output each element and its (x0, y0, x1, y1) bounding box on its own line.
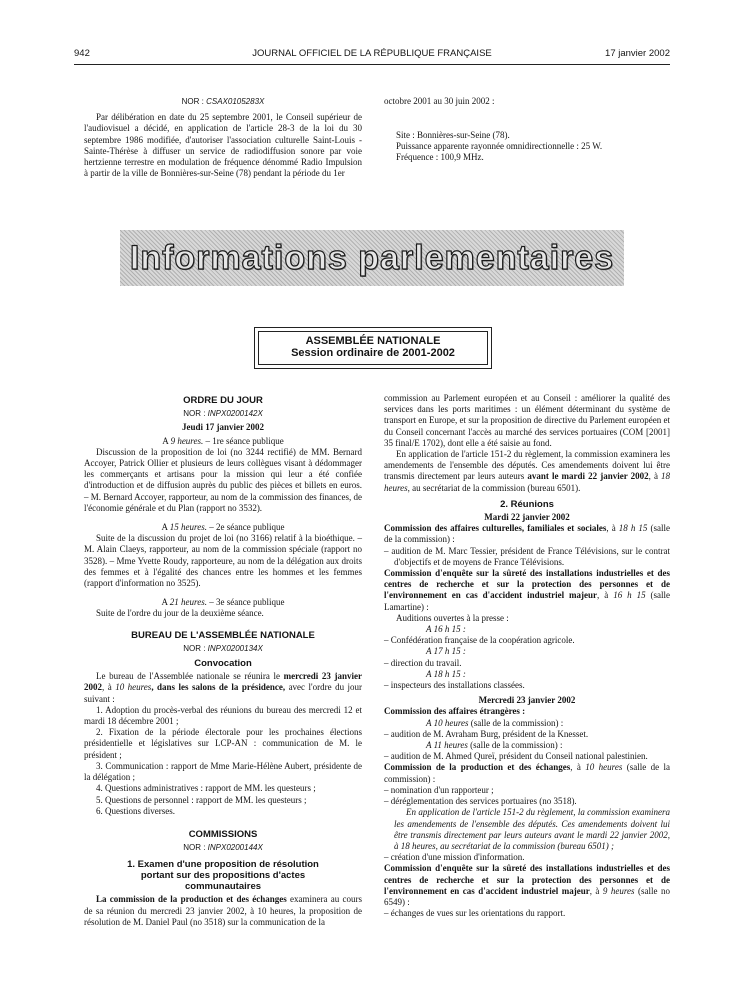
csa-left-column (84, 96, 362, 179)
me-c1-time-2: A 11 heures (salle de la commission) : (426, 740, 563, 751)
audition-1-time: A 16 h 15 : (426, 624, 466, 635)
examen-commission-name: La commission de la production et des échanges (96, 894, 290, 905)
csa-paragraph-cont: octobre 2001 au 30 juin 2002 : (384, 96, 495, 106)
bureau-item: 3. Communication : rapport de Mme Marie-Hélène Aubert, présidente de la délégation ; (84, 760, 362, 783)
auditions-label: Auditions ouvertes à la presse : (396, 612, 509, 623)
bureau-item: 2. Fixation de la période électorale pour les prochaines élections présidentielle et législatives sur LCP-AN : communication de M. le président ; (84, 727, 362, 760)
seance-2-text: Suite de la discussion du projet de loi (no 3166) relatif à la bioéthique. – M. Alain Claeys, rapporteur, au nom de la commission spéciale (rapport no 3528). – Mme Yvette Roudy, rapporteure, au nom de la délégation aux droits des femmes et à l'égalité des chances entre les hommes et les femmes (rapport d'information no 3525). (84, 533, 362, 589)
bureau-intro: Le bureau de l'Assemblée nationale se réunira le mercredi 23 janvier 2002, à 10 heures, dans les salons de la présidence, avec l'ordre du jour suivant : (84, 671, 363, 704)
assemblee-title: ASSEMBLÉE NATIONALE (305, 335, 441, 347)
audition-2-item: – direction du travail. (384, 657, 462, 668)
mercredi-date: Mercredi 23 janvier 2002 (478, 695, 576, 706)
csa-puissance: Puissance apparente rayonnée omnidirectionnelle : 25 W. (396, 141, 603, 152)
ordre-du-jour-heading: ORDRE DU JOUR (183, 395, 263, 406)
left-column (84, 393, 362, 928)
seance-1-heading: A 9 heures. – 1re séance publique (162, 435, 284, 446)
page-date: 17 janvier 2002 (605, 48, 670, 59)
bureau-item: 5. Questions de personnel : rapport de MM. les questeurs ; (96, 794, 307, 805)
ordre-du-jour-nor: NOR : INPX0200142X (183, 409, 263, 419)
examen-text-start: La commission de la production et des échanges examinera au cours de sa réunion du mercredi 23 janvier 2002, à 10 heures, la proposition de résolution de M. Daniel Paul (no 3518) sur la communication de la (84, 894, 362, 927)
audition-3-time: A 18 h 15 : (426, 668, 466, 679)
examen-text-cont: commission au Parlement européen et au Conseil : améliorer la qualité des services dans les ports maritimes : un élément déterminant du système de transport en Europe, et sur la proposition de directive du Parlement européen et du Conseil concernant l'accès au marché des services portuaires (COM [2001] 35 final/E 1702), dont elle a été saisie au fond. (384, 393, 670, 448)
commissions-nor: NOR : INPX0200144X (183, 843, 263, 853)
seance-date: Jeudi 17 janvier 2002 (181, 422, 265, 433)
me-c2-note: En application de l'article 151-2 du règlement, la commission examinera les amendements de l'ensemble des députés. Ces amendements doivent lui être transmis directement par leurs auteurs avant le mardi 22 janvier 2002, à 18 heures, au secrétariat de la commission (bureau 6501) ; (394, 807, 670, 851)
me-c1-item-2: – audition de M. Ahmed Qureï, président du Conseil national palestinien. (384, 751, 648, 762)
csa-site: Site : Bonnières-sur-Seine (78). (396, 130, 510, 140)
reunions-heading: 2. Réunions (500, 498, 554, 510)
csa-paragraph: Par délibération en date du 25 septembre 2001, le Conseil supérieur de l'audiovisuel a décidé, en application de l'article 28-3 de la loi du 30 septembre 1986 modifiée, d'autoriser l'association culturelle Saint-Louis - Sainte-Thérèse à diffuser un service de radiodiffusion sonore par voie hertzienne terrestre en modulation de fréquence dénommé Radio Impulsion à partir de la ville de Bonnières-sur-Seine (78) pendant la période du 1er (84, 112, 362, 179)
mercredi-commission-2: Commission de la production et des échanges, à 10 heures (salle de la commission) : (384, 762, 671, 784)
examen-heading: 1. Examen d'une proposition de résolution portant sur des propositions d'actes communautaires (127, 859, 319, 893)
header-rule (74, 64, 670, 65)
me-c1-item-1: – audition de M. Avraham Burg, président de la Knesset. (384, 728, 589, 739)
bureau-nor: NOR : INPX0200134X (183, 643, 263, 653)
journal-title: JOURNAL OFFICIEL DE LA RÉPUBLIQUE FRANÇAISE (252, 48, 492, 59)
commissions-heading: COMMISSIONS (188, 828, 258, 840)
me-c2-item-3: – création d'une mission d'information. (384, 852, 525, 863)
bureau-heading: BUREAU DE L'ASSEMBLÉE NATIONALE (131, 629, 315, 641)
right-column (384, 393, 670, 919)
csa-nor: NOR : CSAX0105283X (181, 97, 265, 106)
session-title: Session ordinaire de 2001-2002 (291, 347, 455, 359)
audition-2-time: A 17 h 15 : (426, 646, 466, 657)
me-c2-item-2: – déréglementation des services portuaires (no 3518). (384, 796, 577, 807)
seance-2-heading: A 15 heures. – 2e séance publique (161, 522, 285, 533)
mardi-commission-2: Commission d'enquête sur la sûreté des installations industrielles et des centres de recherche et sur la protection des personnes et de l'environnement en cas d'accident industriel majeur, à 16 h 15 (salle Lamartine) : (384, 568, 671, 612)
examen-amendements: En application de l'article 151-2 du règlement, la commission examinera les amendements de l'ensemble des députés. Ces amendements doivent lui être transmis directement par leurs auteurs avant le mardi 22 janvier 2002, à 18 heures, au secrétariat de la commission (bureau 6501). (384, 449, 671, 493)
assemblee-nationale-box (254, 327, 492, 369)
audition-3-item: – inspecteurs des installations classées. (384, 680, 525, 691)
mercredi-commission-1: Commission des affaires étrangères : (384, 706, 526, 717)
me-c2-item-1: – nomination d'un rapporteur ; (384, 784, 494, 795)
page-number: 942 (74, 48, 90, 59)
informations-parlementaires-banner (120, 230, 624, 286)
csa-right-column (384, 96, 668, 164)
mardi-c1-item: – audition de M. Marc Tessier, président de France Télévisions, sur le contrat d'objectifs et de moyens de France Télévisions. (384, 545, 670, 567)
banner-title: Informations parlementaires (129, 238, 615, 277)
me-c1-time-1: A 10 heures (salle de la commission) : (426, 717, 564, 728)
bureau-item: 4. Questions administratives : rapport de MM. les questeurs ; (96, 783, 316, 794)
mercredi-commission-3: Commission d'enquête sur la sûreté des installations industrielles et des centres de recherche et sur la protection des personnes et de l'environnement en cas d'accident industriel majeur, à 9 heures (salle no 6549) : (384, 863, 671, 907)
me-c3-item-1: – échanges de vues sur les orientations du rapport. (384, 908, 566, 919)
bureau-item: 1. Adoption du procès-verbal des réunions du bureau des mercredi 12 et mardi 18 décembre 2001 ; (84, 704, 362, 727)
audition-1-item: – Confédération française de la coopération agricole. (384, 635, 575, 646)
mardi-commission-1: Commission des affaires culturelles, familiales et sociales, à 18 h 15 (salle de la commission) : (384, 523, 670, 545)
seance-3-heading: A 21 heures. – 3e séance publique (161, 597, 285, 608)
seance-1-text: Discussion de la proposition de loi (no 3244 rectifié) de MM. Bernard Accoyer, Patrick Ollier et plusieurs de leurs collègues visant à dédommager les commerçants et artisans pour la mission qui leur a été confiée d'introduction et de diffusion auprès du public des pièces et billets en euros. – M. Bernard Accoyer, rapporteur, au nom de la commission des finances, de l'économie générale et du Plan (rapport no 3532). (84, 446, 362, 513)
csa-frequence: Fréquence : 100,9 MHz. (396, 152, 484, 163)
bureau-item: 6. Questions diverses. (96, 805, 175, 816)
mardi-date: Mardi 22 janvier 2002 (484, 512, 570, 523)
seance-3-text: Suite de l'ordre du jour de la deuxième séance. (96, 608, 264, 619)
convocation-heading: Convocation (194, 658, 252, 670)
